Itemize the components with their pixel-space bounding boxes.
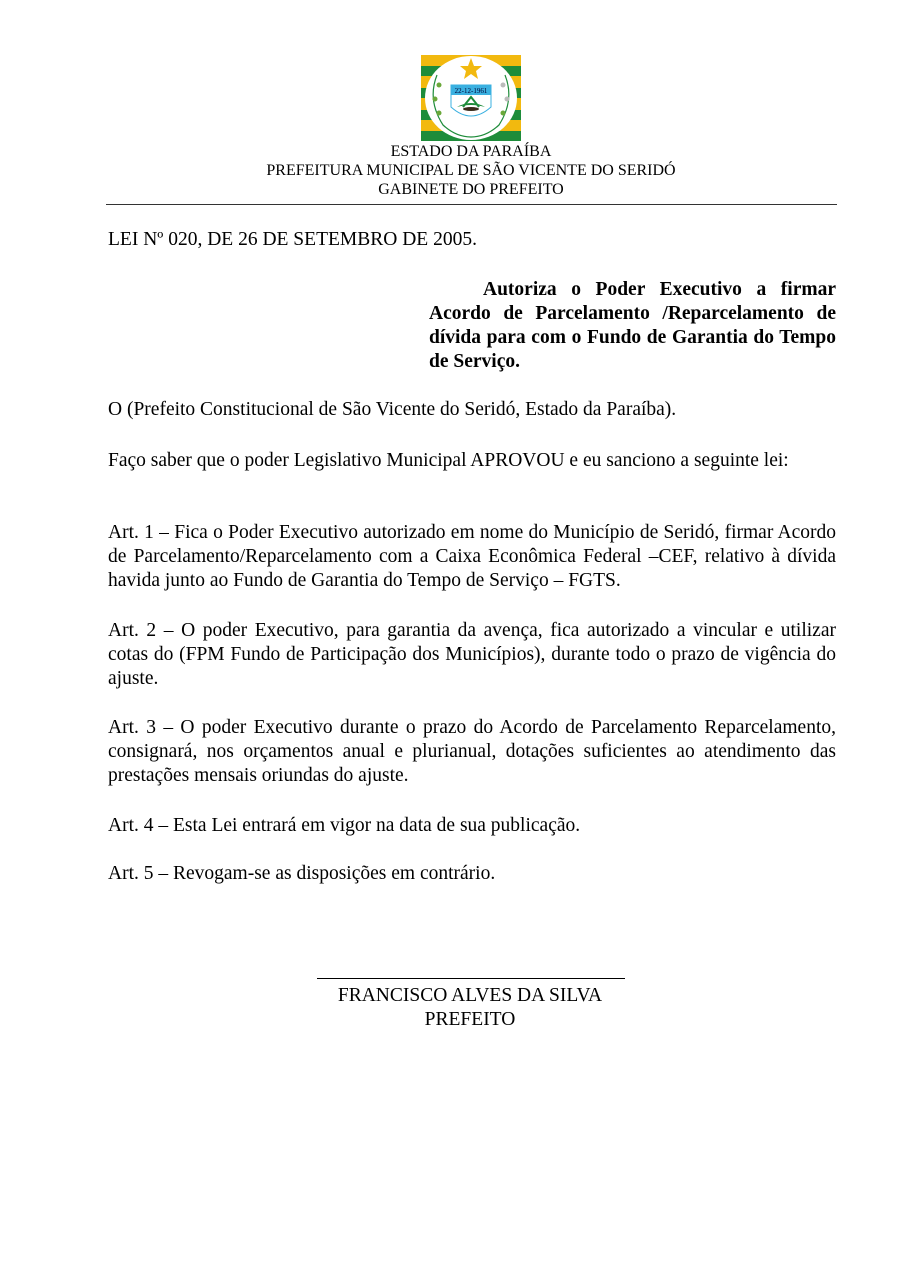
article-2: Art. 2 – O poder Executivo, para garantia da avença, fica autorizado a vincular e utilizar cotas do (FPM Fundo de Participação dos Municípios), durante todo o prazo de vigência do ajuste.	[108, 620, 836, 689]
signature-line	[317, 978, 625, 979]
article-4: Art. 4 – Esta Lei entrará em vigor na data de sua publicação.	[108, 815, 581, 836]
header-divider	[106, 204, 837, 205]
municipal-coat-of-arms-icon	[421, 55, 521, 141]
header-office: GABINETE DO PREFEITO	[378, 181, 564, 198]
article-3: Art. 3 – O poder Executivo durante o prazo do Acordo de Parcelamento Reparcelamento, consignará, nos orçamentos anual e plurianual, dotações suficientes ao atendimento das prestações mensais oriundas do ajuste.	[108, 717, 836, 786]
signatory-role: PREFEITO	[424, 1009, 516, 1030]
article-1: Art. 1 – Fica o Poder Executivo autorizado em nome do Município de Seridó, firmar Acordo de Parcelamento/Reparcelamento com a Caixa Econômica Federal –CEF, relativo à dívida havida junto ao Fundo de Garantia do Tempo de Serviço – FGTS.	[108, 522, 836, 591]
header-state: ESTADO DA PARAÍBA	[390, 143, 552, 160]
header-municipality: PREFEITURA MUNICIPAL DE SÃO VICENTE DO SERIDÓ	[266, 162, 676, 179]
crest-date: 22-12-1961	[454, 87, 488, 95]
article-5: Art. 5 – Revogam-se as disposições em contrário.	[108, 863, 496, 884]
letterhead	[106, 142, 836, 199]
law-title: LEI Nº 020, DE 26 DE SETEMBRO DE 2005.	[108, 229, 477, 250]
preamble: O (Prefeito Constitucional de São Vicente do Seridó, Estado da Paraíba).	[108, 399, 677, 420]
law-summary: Autoriza o Poder Executivo a firmar Acordo de Parcelamento /Reparcelamento de dívida para com o Fundo de Garantia do Tempo de Serviço.	[429, 279, 836, 372]
enactment-clause: Faço saber que o poder Legislativo Municipal APROVOU e eu sanciono a seguinte lei:	[108, 450, 789, 471]
signatory-name: FRANCISCO ALVES DA SILVA	[337, 985, 603, 1006]
